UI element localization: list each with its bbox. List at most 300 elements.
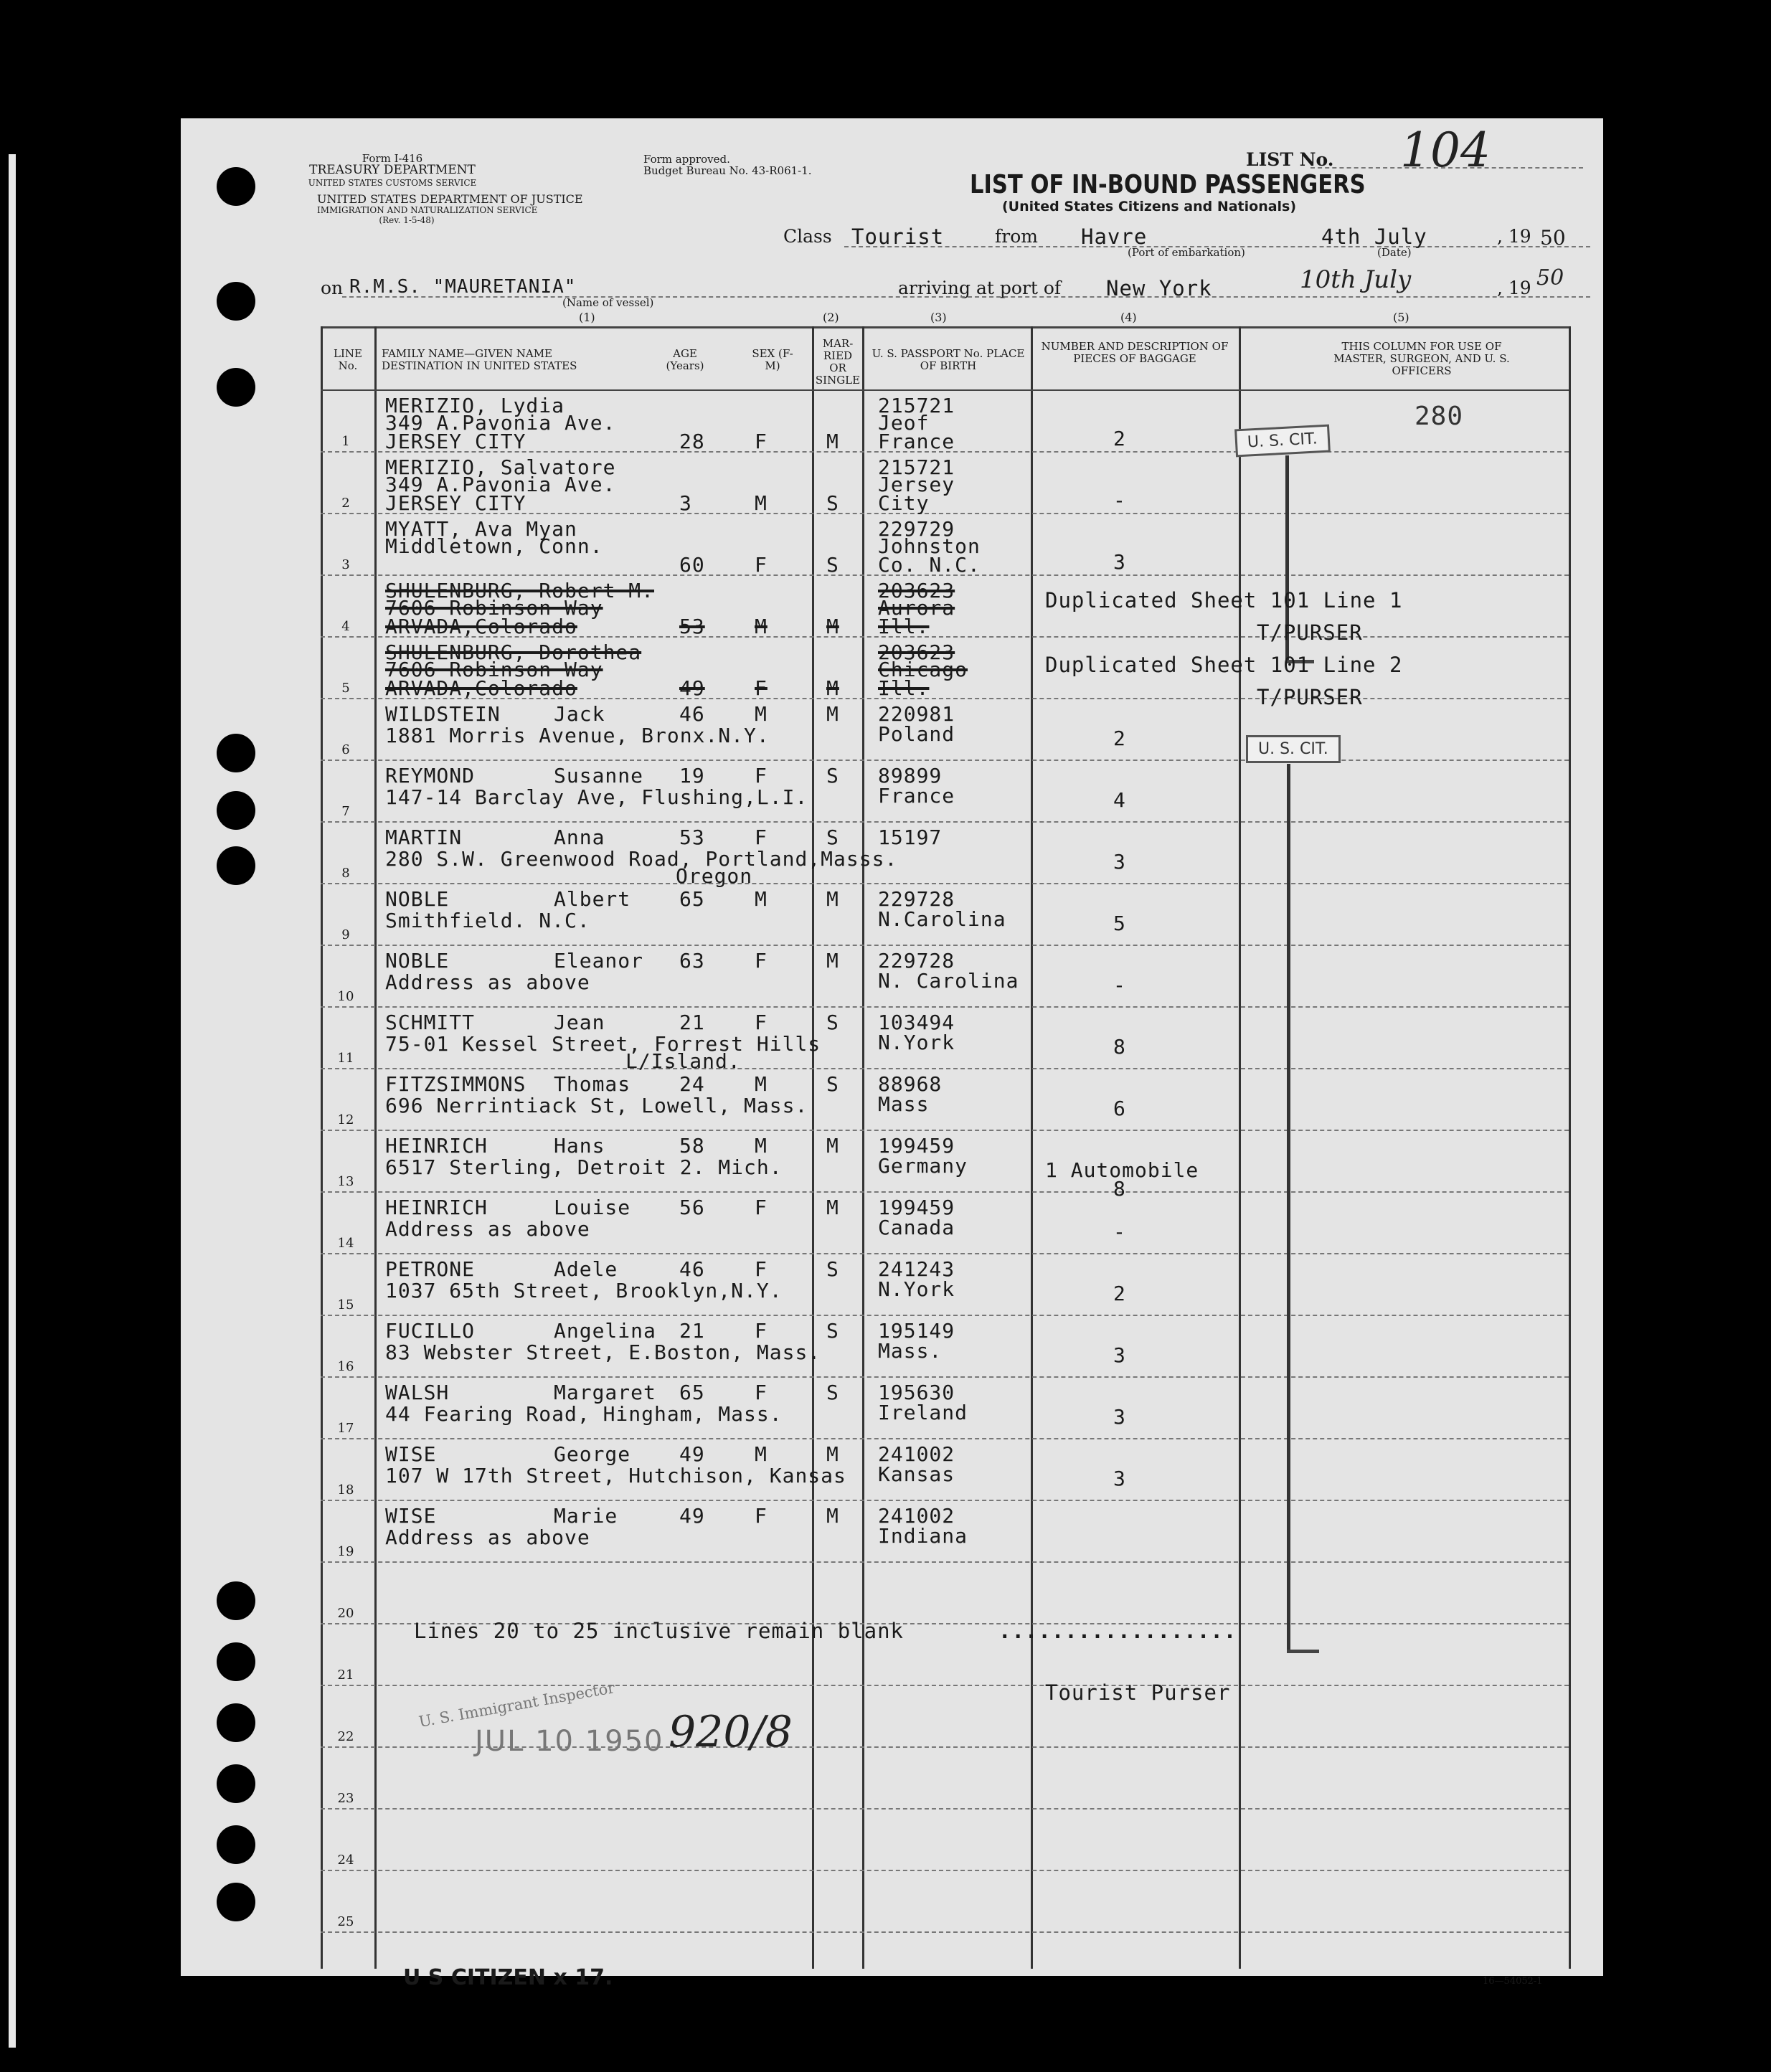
given-name: Marie <box>554 1504 618 1528</box>
age: 63 <box>679 949 705 973</box>
row-separator <box>321 883 1569 884</box>
place-of-birth: N.Carolina <box>878 907 1006 931</box>
tourist-purser: Tourist Purser <box>1045 1680 1231 1705</box>
col-num-4: (4) <box>1120 311 1137 324</box>
passport-number: 215721 <box>878 455 955 479</box>
place-of-birth-2: Co. N.C. <box>878 553 981 577</box>
address-line-1: 83 Webster Street, E.Boston, Mass. <box>385 1340 821 1364</box>
baggage-count: 1 Automobile <box>1045 1158 1199 1182</box>
age: 65 <box>679 887 705 911</box>
punch-hole <box>217 1883 255 1921</box>
row-separator <box>321 1561 1569 1563</box>
bracket-line-2 <box>1287 764 1290 1653</box>
line-number: 7 <box>341 804 350 819</box>
passport-number: 89899 <box>878 764 943 787</box>
passport-number: 199459 <box>878 1134 955 1158</box>
punch-hole <box>217 846 255 885</box>
page-title: LIST OF IN-BOUND PASSENGERS <box>970 170 1366 199</box>
line-number: 8 <box>341 866 350 881</box>
baggage-count: 3 <box>1113 850 1126 874</box>
line-number: 19 <box>337 1544 354 1559</box>
family-name: SHULENBURG, Dorothea <box>385 640 642 664</box>
purser-note-2: T/PURSER <box>1257 685 1363 709</box>
baggage-count-2: 8 <box>1113 1177 1126 1201</box>
age: 49 <box>679 1442 705 1466</box>
place-of-birth: Germany <box>878 1154 968 1178</box>
place-of-birth: Jeof <box>878 411 930 435</box>
family-name: WILDSTEIN <box>385 702 501 726</box>
passport-number: 199459 <box>878 1196 955 1219</box>
passport-number: 103494 <box>878 1011 955 1034</box>
customs-service: UNITED STATES CUSTOMS SERVICE <box>308 178 477 188</box>
married-or-single: S <box>826 764 839 787</box>
place-of-birth: Kansas <box>878 1462 955 1486</box>
header-bottom-border <box>321 389 1569 391</box>
passport-number: 195630 <box>878 1381 955 1404</box>
blank-line-number: 22 <box>337 1729 354 1744</box>
address-line-1: 107 W 17th Street, Hutchison, Kansas <box>385 1464 846 1487</box>
passport-number: 229728 <box>878 949 955 973</box>
remain-blank-note: Lines 20 to 25 inclusive remain blank <box>414 1619 905 1643</box>
col-num-3: (3) <box>930 311 947 324</box>
given-name: Anna <box>554 826 605 849</box>
married-or-single: M <box>826 1442 839 1466</box>
row-separator <box>321 945 1569 946</box>
passport-number: 203623 <box>878 579 955 602</box>
address-line-1: 7606 Robinson Way <box>385 596 603 620</box>
vessel-name: R.M.S. "MAURETANIA" <box>349 276 577 298</box>
age: 46 <box>679 702 705 726</box>
line-number: 4 <box>341 619 350 634</box>
married-or-single: M <box>826 887 839 911</box>
married-or-single: M <box>826 1196 839 1219</box>
married-or-single: M <box>826 1504 839 1528</box>
baggage-count: - <box>1113 973 1126 997</box>
married-or-single: S <box>826 826 839 849</box>
sex: F <box>755 553 768 577</box>
family-name: MERIZIO, Lydia <box>385 394 565 417</box>
age: 65 <box>679 1381 705 1404</box>
row-separator <box>321 821 1569 823</box>
age: 3 <box>679 491 692 515</box>
header-age: AGE (Years) <box>666 347 704 372</box>
justice-dept: UNITED STATES DEPARTMENT OF JUSTICE <box>317 192 583 206</box>
address-line-2: L/Island. <box>625 1049 741 1073</box>
header-baggage: NUMBER AND DESCRIPTION OF PIECES OF BAGGAGE <box>1041 340 1229 365</box>
place-of-birth: Ireland <box>878 1401 968 1424</box>
line-number: 17 <box>337 1421 354 1436</box>
arrival-port: New York <box>1106 276 1212 301</box>
port-of-embarkation: Havre <box>1081 224 1148 249</box>
address-line-1: Middletown, Conn. <box>385 534 603 558</box>
count-280: 280 <box>1415 402 1464 431</box>
handwritten-920: 920/8 <box>669 1707 793 1757</box>
purser-note-1: T/PURSER <box>1257 620 1363 645</box>
port-caption: (Port of embarkation) <box>1128 246 1245 259</box>
place-of-birth: N.York <box>878 1277 955 1301</box>
passport-number: 220981 <box>878 702 955 726</box>
punch-hole <box>217 1825 255 1864</box>
header-sex: SEX (F-M) <box>752 347 793 372</box>
bracket-foot-2 <box>1287 1650 1319 1653</box>
family-name: NOBLE <box>385 887 450 911</box>
treasury-dept: TREASURY DEPARTMENT <box>309 163 476 177</box>
passport-number: 15197 <box>878 826 943 849</box>
sex: F <box>755 1381 768 1404</box>
sex: M <box>755 1072 768 1096</box>
row-separator <box>321 1931 1569 1933</box>
baggage-count: 5 <box>1113 912 1126 935</box>
sex: F <box>755 430 768 453</box>
arrival-year-prefix: , 19 <box>1497 278 1531 298</box>
family-name: FITZSIMMONS <box>385 1072 526 1096</box>
passport-number: 229728 <box>878 887 955 911</box>
header-officers: THIS COLUMN FOR USE OF MASTER, SURGEON, AND U. S. OFFICERS <box>1333 340 1510 377</box>
given-name: Angelina <box>554 1319 656 1343</box>
row-separator <box>321 1006 1569 1008</box>
departure-year: 50 <box>1540 226 1566 250</box>
married-or-single: S <box>826 1072 839 1096</box>
address-line-2: Oregon <box>676 864 753 888</box>
age: 24 <box>679 1072 705 1096</box>
given-name: Adele <box>554 1257 618 1281</box>
family-name: MYATT, Ava Myan <box>385 517 577 541</box>
place-of-birth: Chicago <box>878 658 968 681</box>
address-line-1: Address as above <box>385 1525 590 1549</box>
line-number: 15 <box>337 1297 354 1312</box>
passport-number: 203623 <box>878 640 955 664</box>
baggage-count: 2 <box>1113 727 1126 750</box>
place-of-birth: Aurora <box>878 596 955 620</box>
line-number: 2 <box>341 496 350 511</box>
family-name: MARTIN <box>385 826 463 849</box>
from-label: from <box>995 226 1038 247</box>
class-value: Tourist <box>851 224 945 249</box>
punch-hole <box>217 1581 255 1620</box>
left-edge-strip <box>9 154 16 2048</box>
year-prefix: , 19 <box>1497 226 1531 247</box>
baggage-count: 3 <box>1113 1405 1126 1429</box>
blank-line-number: 21 <box>337 1667 354 1683</box>
passport-number: 229729 <box>878 517 955 541</box>
line-number: 5 <box>341 681 350 696</box>
arrival-date: 10th July <box>1300 265 1412 294</box>
sex: F <box>755 1319 768 1343</box>
row-separator <box>321 760 1569 761</box>
age: 28 <box>679 430 705 453</box>
family-name: HEINRICH <box>385 1196 488 1219</box>
family-name: WALSH <box>385 1381 450 1404</box>
form-number: Form I-416 <box>362 152 423 165</box>
address-line-2: JERSEY CITY <box>385 430 526 453</box>
row-separator <box>321 1808 1569 1810</box>
family-name: REYMOND <box>385 764 476 787</box>
us-citizen-footer-stamp: U S CITIZEN x 17. <box>403 1965 613 1990</box>
passport-number: 195149 <box>878 1319 955 1343</box>
duplicated-note-2: Duplicated Sheet 101 Line 2 <box>1045 653 1403 677</box>
us-cit-stamp: U. S. CIT. <box>1234 425 1331 458</box>
age: 56 <box>679 1196 705 1219</box>
punch-hole <box>217 167 255 206</box>
address-line-1: 75-01 Kessel Street, Forrest Hills <box>385 1032 821 1056</box>
address-line-1: 44 Fearing Road, Hingham, Mass. <box>385 1402 783 1426</box>
sex: M <box>755 1134 768 1158</box>
married-or-single: S <box>826 553 839 577</box>
given-name: Jack <box>554 702 605 726</box>
address-line-1: 147-14 Barclay Ave, Flushing,L.I. <box>385 785 808 809</box>
age: 21 <box>679 1319 705 1343</box>
dotted-leader: .................. <box>998 1619 1237 1643</box>
given-name: Margaret <box>554 1381 656 1404</box>
address-line-1: 349 A.Pavonia Ave. <box>385 473 616 496</box>
age: 19 <box>679 764 705 787</box>
sex: M <box>755 615 768 638</box>
blank-line-number: 24 <box>337 1853 354 1868</box>
duplicated-note-1: Duplicated Sheet 101 Line 1 <box>1045 588 1403 612</box>
age: 53 <box>679 615 705 638</box>
row-separator <box>321 1870 1569 1871</box>
date-caption: (Date) <box>1377 246 1412 259</box>
given-name: Eleanor <box>554 949 644 973</box>
age: 49 <box>679 676 705 700</box>
passport-number: 215721 <box>878 394 955 417</box>
married-or-single: S <box>826 1381 839 1404</box>
baggage-count: 3 <box>1113 550 1126 574</box>
line-number: 1 <box>341 434 350 449</box>
address-line-1: Address as above <box>385 1217 590 1241</box>
married-or-single: M <box>826 676 839 700</box>
baggage-count: 2 <box>1113 1282 1126 1305</box>
blank-line-number: 20 <box>337 1606 354 1621</box>
punch-hole <box>217 791 255 830</box>
line-number: 11 <box>337 1051 354 1066</box>
line-number: 16 <box>337 1359 354 1374</box>
col-divider-baggage <box>1239 326 1241 1969</box>
line-number: 14 <box>337 1236 354 1251</box>
us-cit-stamp-2: U. S. CIT. <box>1246 735 1341 763</box>
sex: F <box>755 1011 768 1034</box>
married-or-single: S <box>826 1011 839 1034</box>
place-of-birth: Johnston <box>878 534 981 558</box>
baggage-count: - <box>1113 488 1126 512</box>
line-number: 18 <box>337 1482 354 1498</box>
row-separator <box>321 1438 1569 1439</box>
place-of-birth: Indiana <box>878 1524 968 1548</box>
married-or-single: M <box>826 1134 839 1158</box>
line-number: 3 <box>341 557 350 572</box>
place-of-birth: Mass <box>878 1092 930 1116</box>
passenger-manifest-sheet <box>181 118 1603 1990</box>
place-of-birth-2: City <box>878 491 930 515</box>
col-divider-name <box>812 326 814 1969</box>
arrival-year: 50 <box>1536 265 1564 290</box>
col-divider-passport <box>1031 326 1033 1969</box>
address-line-1: Address as above <box>385 970 590 994</box>
family-name: WISE <box>385 1442 437 1466</box>
list-number: 104 <box>1400 123 1491 178</box>
col-divider-married <box>862 326 864 1969</box>
family-name: NOBLE <box>385 949 450 973</box>
sex: M <box>755 491 768 515</box>
row-separator <box>321 1253 1569 1254</box>
col-num-1: (1) <box>579 311 595 324</box>
header-married: MAR-RIED OR SINGLE <box>815 337 861 387</box>
address-line-1: 1037 65th Street, Brooklyn,N.Y. <box>385 1279 783 1302</box>
married-or-single: S <box>826 1319 839 1343</box>
age: 46 <box>679 1257 705 1281</box>
family-name: PETRONE <box>385 1257 476 1281</box>
family-name: SCHMITT <box>385 1011 476 1034</box>
col-num-2: (2) <box>823 311 839 324</box>
punch-hole <box>217 1764 255 1803</box>
sex: F <box>755 1196 768 1219</box>
vessel-line <box>342 296 1590 298</box>
row-separator <box>321 1376 1569 1378</box>
blank-line-number: 25 <box>337 1914 354 1929</box>
family-name: SHULENBURG, Robert M. <box>385 579 655 602</box>
sex: F <box>755 1257 768 1281</box>
address-line-2: ARVADA,Colorado <box>385 676 577 700</box>
row-separator <box>321 1191 1569 1193</box>
row-separator <box>321 1315 1569 1316</box>
address-line-2: ARVADA,Colorado <box>385 615 577 638</box>
baggage-count: 2 <box>1113 427 1126 450</box>
given-name: Thomas <box>554 1072 631 1096</box>
inspection-date-stamp: JUL 10 1950 <box>475 1725 664 1758</box>
form-approved: Form approved. <box>643 153 730 166</box>
address-line-1: 1881 Morris Avenue, Bronx.N.Y. <box>385 724 770 747</box>
given-name: Hans <box>554 1134 605 1158</box>
family-name: WISE <box>385 1504 437 1528</box>
line-number: 9 <box>341 927 350 942</box>
place-of-birth: Canada <box>878 1216 955 1239</box>
class-line <box>844 246 1590 247</box>
punch-hole <box>217 1642 255 1681</box>
baggage-count: 4 <box>1113 788 1126 812</box>
revision: (Rev. 1-5-48) <box>379 215 435 225</box>
departure-date: 4th July <box>1321 224 1427 249</box>
passport-number: 88968 <box>878 1072 943 1096</box>
sex: M <box>755 1442 768 1466</box>
married-or-single: S <box>826 1257 839 1281</box>
line-number: 13 <box>337 1174 354 1189</box>
line-number: 6 <box>341 742 350 757</box>
vessel-caption: (Name of vessel) <box>562 296 654 309</box>
table-top-border <box>321 326 1569 328</box>
address-line-1: 7606 Robinson Way <box>385 658 603 681</box>
sex: F <box>755 826 768 849</box>
punch-hole <box>217 368 255 407</box>
line-number: 10 <box>337 989 354 1004</box>
sex: M <box>755 702 768 726</box>
married-or-single: M <box>826 615 839 638</box>
baggage-count: 3 <box>1113 1343 1126 1367</box>
row-separator <box>321 1685 1569 1686</box>
passport-number: 241243 <box>878 1257 955 1281</box>
blank-line-number: 23 <box>337 1791 354 1806</box>
header-passport: U. S. PASSPORT No. PLACE OF BIRTH <box>872 347 1025 372</box>
married-or-single: M <box>826 949 839 973</box>
passport-number: 241002 <box>878 1442 955 1466</box>
married-or-single: M <box>826 702 839 726</box>
sex: F <box>755 676 768 700</box>
place-of-birth: Jersey <box>878 473 955 496</box>
page-subtitle: (United States Citizens and Nationals) <box>1002 199 1297 214</box>
age: 21 <box>679 1011 705 1034</box>
row-separator <box>321 1500 1569 1501</box>
age: 49 <box>679 1504 705 1528</box>
class-label: Class <box>783 226 832 247</box>
place-of-birth: Poland <box>878 722 955 746</box>
place-of-birth: Mass. <box>878 1339 943 1363</box>
punch-hole <box>217 282 255 321</box>
place-of-birth: N. Carolina <box>878 969 1019 993</box>
form-code: 16—54052-1 <box>1483 1976 1543 1987</box>
row-separator <box>321 1130 1569 1131</box>
budget-bureau: Budget Bureau No. 43-R061-1. <box>643 164 812 177</box>
on-label: on <box>321 278 344 298</box>
line-number: 12 <box>337 1112 354 1127</box>
sex: F <box>755 764 768 787</box>
address-line-1: 349 A.Pavonia Ave. <box>385 411 616 435</box>
table-left-border <box>321 326 323 1969</box>
given-name: Susanne <box>554 764 644 787</box>
punch-hole <box>217 1703 255 1742</box>
married-or-single: M <box>826 430 839 453</box>
given-name: George <box>554 1442 631 1466</box>
sex: F <box>755 949 768 973</box>
baggage-count: - <box>1113 1220 1126 1244</box>
place-of-birth: France <box>878 784 955 808</box>
address-line-1: 696 Nerrintiack St, Lowell, Mass. <box>385 1094 808 1117</box>
list-no-underline <box>1310 167 1583 169</box>
header-name: FAMILY NAME—GIVEN NAME DESTINATION IN UNITED STATES <box>382 347 577 372</box>
given-name: Louise <box>554 1196 631 1219</box>
family-name: MERIZIO, Salvatore <box>385 455 616 479</box>
place-of-birth: N.York <box>878 1031 955 1054</box>
punch-hole <box>217 734 255 772</box>
ins-service: IMMIGRATION AND NATURALIZATION SERVICE <box>317 205 538 215</box>
address-line-1: 6517 Sterling, Detroit 2. Mich. <box>385 1155 783 1179</box>
family-name: HEINRICH <box>385 1134 488 1158</box>
col-divider-line <box>374 326 377 1969</box>
given-name: Jean <box>554 1011 605 1034</box>
place-of-birth-2: Ill. <box>878 615 930 638</box>
inspector-stamp: U. S. Immigrant Inspector <box>417 1679 616 1731</box>
family-name: FUCILLO <box>385 1319 476 1343</box>
address-line-1: 280 S.W. Greenwood Road, Portland,Masss. <box>385 847 898 871</box>
age: 60 <box>679 553 705 577</box>
address-line-2: JERSEY CITY <box>385 491 526 515</box>
baggage-count: 6 <box>1113 1097 1126 1120</box>
baggage-count: 3 <box>1113 1467 1126 1490</box>
sex: M <box>755 887 768 911</box>
married-or-single: S <box>826 491 839 515</box>
row-separator <box>321 1068 1569 1069</box>
place-of-birth-2: Ill. <box>878 676 930 700</box>
baggage-count: 8 <box>1113 1035 1126 1059</box>
address-line-1: Smithfield. N.C. <box>385 909 590 932</box>
header-line-no: LINE No. <box>334 347 362 372</box>
given-name: Albert <box>554 887 631 911</box>
table-right-border <box>1569 326 1571 1969</box>
passport-number: 241002 <box>878 1504 955 1528</box>
arriving-label: arriving at port of <box>898 278 1062 298</box>
place-of-birth-2: France <box>878 430 955 453</box>
sex: F <box>755 1504 768 1528</box>
list-no-label: LIST No. <box>1246 149 1334 170</box>
col-num-5: (5) <box>1393 311 1409 324</box>
